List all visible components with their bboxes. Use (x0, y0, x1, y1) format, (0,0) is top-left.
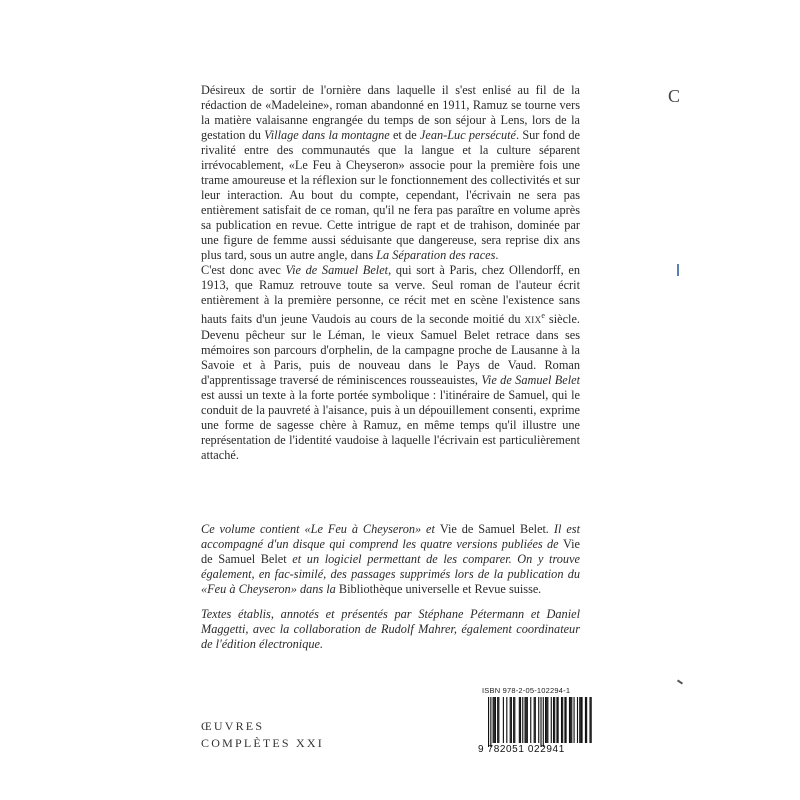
text-run: Vie de Samuel Belet (439, 522, 546, 536)
contents-note (201, 522, 580, 597)
text-run: siècle. Devenu pêcheur sur le Léman, le vieux Samuel Belet retrace dans ses mémoires son parcours d'orphelin, de la campagne proche de Lausanne à la Savoie et à Paris, puis de nouveau dans le Pays de Vaud. Roman d'apprentissage traversé de réminiscences rousseauistes, (201, 312, 580, 388)
barcode-bar (493, 697, 494, 743)
barcode-bar (524, 697, 525, 743)
barcode-bar (569, 697, 570, 743)
barcode-bar (522, 697, 523, 743)
barcode-bar (586, 697, 587, 743)
barcode-bar (547, 697, 548, 743)
barcode-bar (561, 697, 562, 743)
barcode-bar (580, 697, 581, 743)
text-run: Désireux de sortir de l'ornière dans laquelle il s'est enlisé au fil de la rédaction de «Madeleine», roman abandonné en 1911, Ramuz se tourne vers la matière valaisanne engrangée du temps de son séjour à Lens, lors de la gestation du (201, 83, 580, 142)
text-run: La Séparation des races (376, 248, 496, 262)
barcode-bar (520, 697, 521, 743)
text-run: XIX (524, 315, 542, 326)
barcode-bar (495, 697, 496, 743)
barcode-bar (526, 697, 527, 743)
text-run: C'est donc avec (201, 263, 286, 277)
text-run: » dans la (290, 582, 339, 596)
text-run: Vie de Samuel Belet (201, 537, 580, 566)
barcode-bar (589, 697, 590, 743)
barcode-bar (554, 697, 555, 743)
barcode-bar (551, 697, 552, 743)
barcode-bar (488, 697, 489, 747)
barcode-bar (558, 697, 559, 743)
barcode-bar (540, 697, 541, 747)
series-title (201, 718, 324, 752)
scan-artifact-mark (677, 679, 683, 684)
text-run: . (495, 248, 499, 262)
series-title-line-1: ŒUVRES (201, 719, 265, 733)
blurb-paragraph-2 (201, 263, 580, 463)
barcode-bar (510, 697, 511, 743)
text-run: , qui sort à Paris, chez Ollendorff, en 1913, que Ramuz retrouve toute sa verve. Seul roman de l'auteur écrit entièrement à la première personne, ce récit met en scène l'existence sans hauts faits d'un jeune Vaudois au cours de la seconde moitié du (201, 263, 581, 327)
text-run: Jean-Luc persécuté (419, 128, 517, 142)
barcode-icon (478, 697, 592, 747)
barcode-bar (498, 697, 499, 743)
text-run: Village dans la montagne (264, 128, 390, 142)
barcode-bar (564, 697, 565, 743)
isbn-label: ISBN 978-2-05-102294-1 (482, 686, 571, 695)
barcode-bar (553, 697, 554, 743)
barcode-bar (511, 697, 512, 743)
text-run: Feu à Cheyseron (207, 582, 291, 596)
text-run: . (538, 582, 542, 596)
barcode-bar (585, 697, 586, 743)
barcode-bar (591, 697, 592, 743)
barcode-bar (497, 697, 498, 743)
spine-edge-mark (677, 264, 679, 276)
barcode-bar (530, 697, 531, 743)
barcode-bar (579, 697, 580, 743)
barcode-bar (490, 697, 491, 747)
barcode-bar (574, 697, 575, 743)
barcode-bar (546, 697, 547, 743)
barcode-bar (577, 697, 578, 743)
text-run: est aussi un texte à la forte portée symbolique : l'itinéraire de Samuel, qui le conduit de la pauvreté à l'aisance, puis à un dépouillement consenti, exprime une forme de sagesse chère à Ramuz, en même temps qu'il illustre une représentation de l'identité vaudoise à laquelle l'écrivain est particulièrement attaché. (201, 388, 580, 463)
barcode-bar (581, 697, 582, 743)
barcode-bar (514, 697, 515, 743)
barcode-bar (545, 697, 546, 743)
barcode-bar (562, 697, 563, 743)
text-run: Vie de Samuel Belet (285, 263, 389, 277)
barcode-bar (513, 697, 514, 743)
barcode-bar (570, 697, 571, 743)
text-run: Bibliothèque universelle et Revue suisse (338, 582, 539, 596)
barcode-bar (538, 697, 539, 743)
text-run: . Il est accompagné d'un disque qui comprend les quatre versions publiées de (201, 522, 581, 551)
spine-edge-letter: C (668, 86, 681, 106)
barcode-bar (506, 697, 507, 743)
barcode-bar (543, 697, 544, 747)
isbn-barcode (478, 686, 592, 758)
barcode-bar (556, 697, 557, 743)
blurb-text (201, 83, 580, 463)
barcode-bar (503, 697, 504, 743)
text-run: » et (415, 522, 440, 536)
blurb-paragraph-1 (201, 83, 580, 263)
barcode-bar (566, 697, 567, 743)
series-title-line-2: COMPLÈTES XXI (201, 736, 324, 750)
barcode-digits: 9 782051 022941 (478, 744, 565, 755)
text-run: et un logiciel permettant de les comparer. On y trouve également, en fac-similé, des passages supprimés lors de la publication du « (201, 552, 580, 596)
text-run: et de (389, 128, 420, 142)
text-run: . Sur fond de rivalité entre des communautés que la langue et la culture séparent irrévocablement, «Le Feu à Cheyseron» associe pour la première fois une trame amoureuse et la réflexion sur le fonctionnement des collectivités et sur leur interaction. Au bout du compte, cependant, l'écrivain ne sera pas entièrement satisfait de ce roman, qu'il ne fera pas paraître en volume après sa publication en revue. Cette intrigue de rapt et de trahison, dominée par une figure de femme aussi séduisante que dangereuse, sera reprise dix ans plus tard, sous un autre angle, dans (201, 128, 580, 262)
barcode-bar (535, 697, 536, 743)
text-run: Ce volume contient « (201, 522, 311, 536)
text-run: Le Feu à Cheyseron (310, 522, 416, 536)
barcode-bar (527, 697, 528, 743)
barcode-bar (571, 697, 572, 743)
credits-note: Textes établis, annotés et présentés par Stéphane Pétermann et Daniel Maggetti, avec la collaboration de Rudolf Mahrer, également coordinateur de l'édition électronique. (201, 607, 580, 651)
barcode-bar (494, 697, 495, 743)
barcode-bar (519, 697, 520, 743)
barcode-bar (534, 697, 535, 743)
text-run: Vie de Samuel Belet (481, 373, 581, 388)
text-run: e (541, 311, 545, 320)
